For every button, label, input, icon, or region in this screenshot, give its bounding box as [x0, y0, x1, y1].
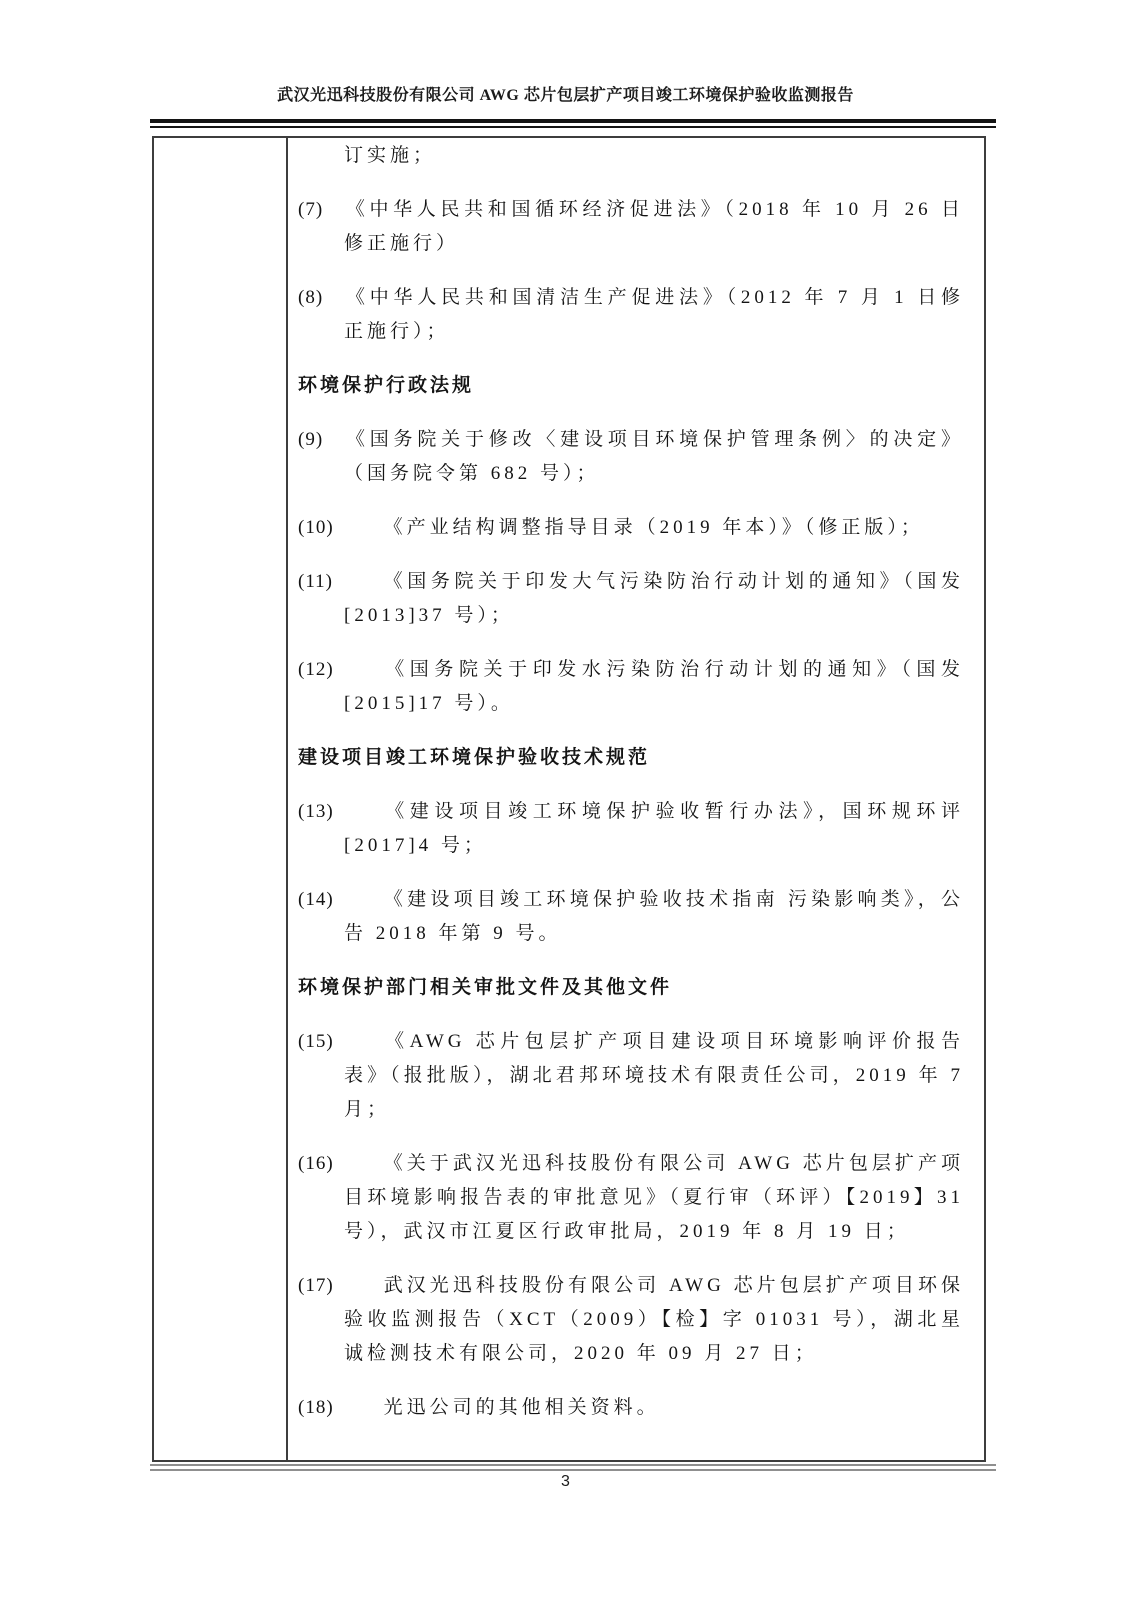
- item-text: 《国务院关于修改〈建设项目环境保护管理条例〉的决定》（国务院令第 682 号）；: [344, 429, 964, 484]
- list-item: [298, 1391, 964, 1425]
- item-number: (12): [298, 659, 334, 680]
- item-number: (18): [298, 1397, 334, 1418]
- list-item: [298, 883, 964, 951]
- section-heading: 环境保护行政法规: [298, 375, 475, 396]
- item-text: 《关于武汉光迅科技股份有限公司 AWG 芯片包层扩产项目环境影响报告表的审批意见》（夏行审（环评）【2019】31 号），武汉市江夏区行政审批局，2019 年 8 月 19 日；: [344, 1153, 964, 1242]
- list-item: [298, 281, 964, 349]
- footer-double-rule: [150, 1464, 996, 1471]
- item-text: 《中华人民共和国清洁生产促进法》（2012 年 7 月 1 日修正施行）；: [344, 287, 964, 342]
- page-header-title: 武汉光迅科技股份有限公司 AWG 芯片包层扩产项目竣工环境保护验收监测报告: [277, 87, 854, 104]
- item-text: 《国务院关于印发水污染防治行动计划的通知》（国发[2015]17 号）。: [344, 659, 964, 714]
- item-number: (9): [298, 429, 324, 450]
- list-item: [298, 1025, 964, 1127]
- item-number: (11): [298, 571, 333, 592]
- list-item: [298, 795, 964, 863]
- section-heading: 环境保护部门相关审批文件及其他文件: [298, 977, 673, 998]
- item-number: (17): [298, 1275, 334, 1296]
- item-number: (8): [298, 287, 324, 308]
- table-right-cell: [288, 138, 984, 1460]
- section-heading: 建设项目竣工环境保护验收技术规范: [298, 747, 651, 768]
- item-text: 光迅公司的其他相关资料。: [383, 1397, 660, 1418]
- list-item: [298, 193, 964, 261]
- document-table: [152, 136, 986, 1462]
- page-number: 3: [561, 1473, 570, 1490]
- list-item: [298, 1147, 964, 1249]
- item-text: 《AWG 芯片包层扩产项目建设项目环境影响评价报告表》（报批版），湖北君邦环境技术有限责任公司，2019 年 7 月；: [344, 1031, 964, 1120]
- header-double-rule: [150, 119, 996, 128]
- item-text: 《建设项目竣工环境保护验收技术指南 污染影响类》，公告 2018 年第 9 号。: [344, 889, 964, 944]
- table-left-cell-empty: [154, 138, 288, 1460]
- list-item: [298, 653, 964, 721]
- item-text: 《产业结构调整指导目录（2019 年本）》（修正版）；: [383, 517, 924, 538]
- continuation-text: 订实施；: [344, 145, 437, 166]
- list-item: [298, 565, 964, 633]
- item-text: 《建设项目竣工环境保护验收暂行办法》，国环规环评[2017]4 号；: [344, 801, 964, 856]
- item-number: (7): [298, 199, 324, 220]
- list-item: [298, 423, 964, 491]
- item-number: (10): [298, 517, 334, 538]
- item-number: (13): [298, 801, 334, 822]
- item-number: (15): [298, 1031, 334, 1052]
- list-item: [298, 511, 964, 545]
- item-text: 武汉光迅科技股份有限公司 AWG 芯片包层扩产项目环保验收监测报告（XCT（2009）【检】字 01031 号），湖北星诚检测技术有限公司，2020 年 09 月 27 日；: [344, 1275, 964, 1364]
- item-number: (14): [298, 889, 334, 910]
- item-text: 《国务院关于印发大气污染防治行动计划的通知》（国发[2013]37 号）；: [344, 571, 964, 626]
- item-number: (16): [298, 1153, 334, 1174]
- item-text: 《中华人民共和国循环经济促进法》（2018 年 10 月 26 日修正施行）: [344, 199, 964, 254]
- list-item: [298, 1269, 964, 1371]
- cell-content: [298, 139, 964, 1425]
